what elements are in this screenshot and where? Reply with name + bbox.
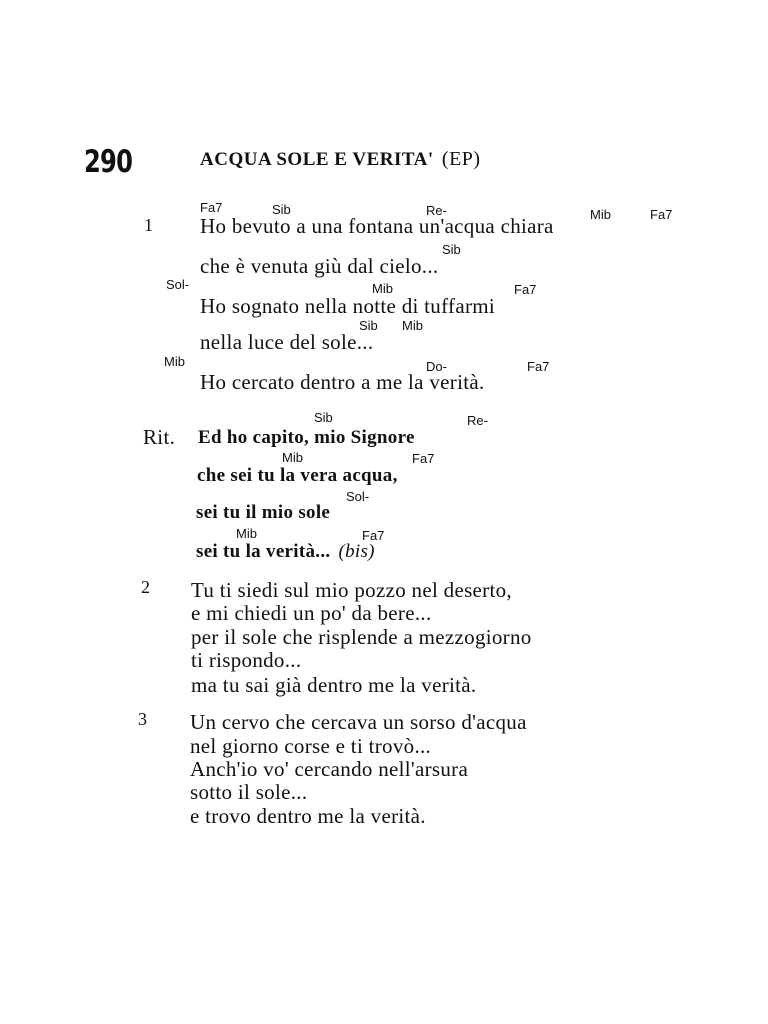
chord: Mib — [402, 318, 423, 333]
chord: Mib — [372, 281, 393, 296]
song-title-suffix: (EP) — [441, 148, 481, 170]
verse-number: 1 — [144, 215, 153, 235]
chord: Re- — [467, 413, 488, 428]
chord: Fa7 — [200, 200, 223, 215]
lyric-line: che è venuta giù dal cielo... — [200, 254, 439, 278]
lyric-line: Tu ti siedi sul mio pozzo nel deserto, — [191, 578, 512, 602]
chord: Fa7 — [412, 451, 435, 466]
bis-mark: (bis) — [338, 541, 375, 562]
chord: Sol- — [346, 489, 370, 504]
chord: Sib — [272, 202, 291, 217]
song-title — [200, 148, 481, 171]
chorus-line-text: sei tu la verità... — [196, 541, 331, 562]
chord: Fa7 — [527, 359, 550, 374]
lyric-line: e trovo dentro me la verità. — [190, 804, 426, 828]
chord: Mib — [590, 207, 611, 222]
lyric-line: sotto il sole... — [190, 780, 308, 804]
chorus-line — [196, 541, 375, 563]
chord: Fa7 — [650, 207, 673, 222]
verse-number: 2 — [141, 577, 150, 597]
chorus-line: Ed ho capito, mio Signore — [198, 427, 415, 448]
chord: Mib — [236, 526, 257, 541]
lyric-line: Ho cercato dentro a me la verità. — [200, 370, 485, 394]
lyric-line: nella luce del sole... — [200, 330, 374, 354]
chord: Sib — [442, 242, 461, 257]
lyric-line: Ho bevuto a una fontana un'acqua chiara — [200, 214, 554, 238]
page-number: 290 — [84, 144, 133, 180]
chord: Do- — [426, 359, 447, 374]
song-title-text: ACQUA SOLE E VERITA' — [200, 149, 434, 170]
lyric-line: nel giorno corse e ti trovò... — [190, 734, 432, 758]
chord: Sol- — [166, 277, 190, 292]
lyric-line: e mi chiedi un po' da bere... — [191, 601, 432, 625]
chorus-label: Rit. — [143, 425, 176, 449]
lyric-line: ti rispondo... — [191, 648, 302, 672]
chord: Fa7 — [362, 528, 385, 543]
chord: Sib — [314, 410, 333, 425]
chord: Sib — [359, 318, 378, 333]
chord: Mib — [282, 450, 303, 465]
chord: Fa7 — [514, 282, 537, 297]
lyric-line: Un cervo che cercava un sorso d'acqua — [190, 710, 527, 734]
lyric-line: Anch'io vo' cercando nell'arsura — [190, 757, 469, 781]
chord: Mib — [164, 354, 185, 369]
chorus-line: che sei tu la vera acqua, — [197, 465, 398, 486]
lyric-line: Ho sognato nella notte di tuffarmi — [200, 294, 496, 318]
chorus-line: sei tu il mio sole — [196, 502, 331, 523]
verse-number: 3 — [138, 709, 147, 729]
lyric-line: ma tu sai già dentro me la verità. — [191, 673, 477, 697]
chord: Re- — [426, 203, 447, 218]
lyric-line: per il sole che risplende a mezzogiorno — [191, 625, 532, 649]
